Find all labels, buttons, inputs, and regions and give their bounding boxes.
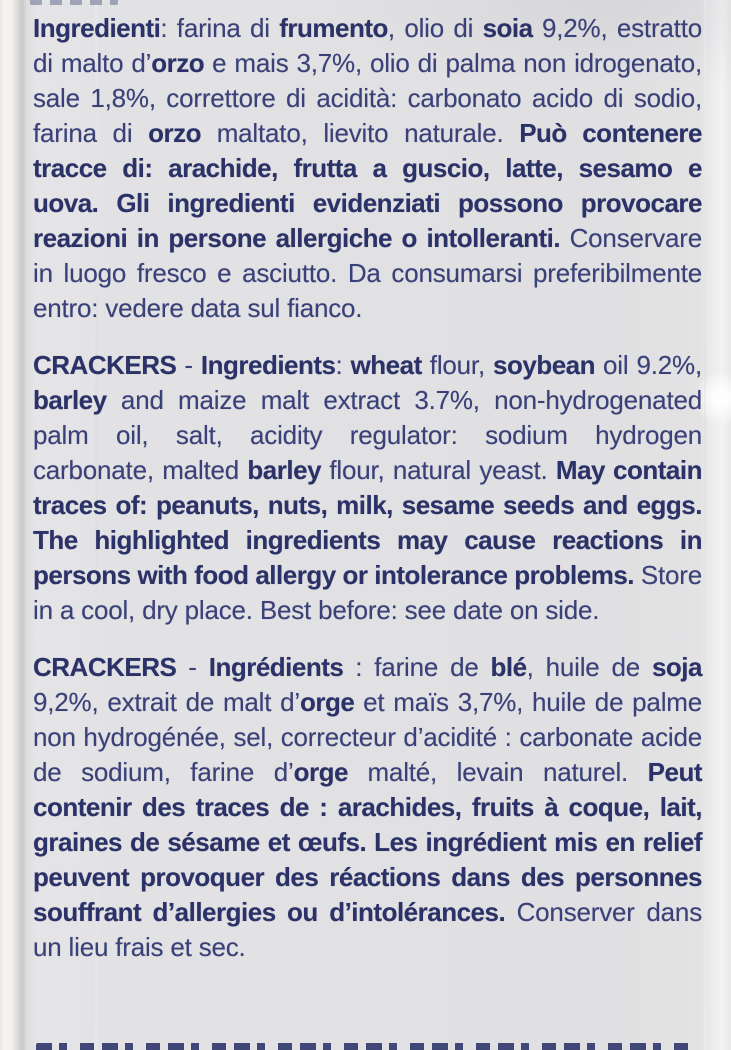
highlighted-allergen-text: Ingredienti	[33, 13, 161, 43]
label-text-segment: -	[176, 652, 209, 682]
cutoff-text-top	[30, 0, 118, 5]
highlighted-allergen-text: orzo	[151, 48, 205, 78]
highlighted-allergen-text: barley	[247, 455, 322, 485]
label-text-segment: oil 9.2%,	[595, 350, 702, 380]
label-text-segment: , huile de	[526, 652, 652, 682]
paragraph-ingredients-english	[33, 348, 702, 628]
highlighted-allergen-text: orge	[293, 757, 348, 787]
label-text-segment: flour, natural yeast.	[321, 455, 556, 485]
highlighted-allergen-text: Può contenere tracce di: arachide, frutta a guscio, latte, sesamo e uova. Gli ingredienti evidenziati possono provocare reazioni in persone allergiche o intolleranti.	[33, 118, 702, 253]
label-text-segment: e mais 3,7%, olio di palma non idrogenato, sale 1,8%, correttore di acidità: carbonato acido di sodio, farina di	[33, 48, 702, 148]
label-text-segment: et maïs 3,7%, huile de palme non hydrogénée, sel, correcteur d’acidité : carbonate acide de sodium, farine d’	[33, 687, 702, 787]
highlighted-allergen-text: soja	[651, 652, 702, 682]
highlighted-allergen-text: soybean	[493, 350, 596, 380]
highlighted-allergen-text: frumento	[279, 13, 388, 43]
highlighted-allergen-text: Peut contenir des traces de : arachides, fruits à coque, lait, graines de sésame et œufs. Les ingrédient mis en relief peuvent provoquer des réactions dans des personnes souffrant d’allergies ou d’intolérances.	[33, 757, 702, 927]
label-text-segment: 9,2%, estratto di malto d’	[33, 13, 702, 78]
cutoff-text-bottom	[36, 1043, 691, 1050]
highlighted-allergen-text: CRACKERS	[33, 652, 177, 682]
ingredients-label	[33, 11, 702, 987]
highlighted-allergen-text: blé	[490, 652, 527, 682]
highlighted-allergen-text: Ingredients	[200, 350, 336, 380]
plastic-crease	[704, 0, 706, 1050]
label-text-segment: Conserver dans un lieu frais et sec.	[33, 897, 702, 962]
label-text-segment: :	[335, 350, 351, 380]
highlighted-allergen-text: May contain traces of: peanuts, nuts, milk, sesame seeds and eggs. The highlighted ingredients may cause reactions in persons with food allergy or intolerance problems.	[33, 455, 702, 590]
highlighted-allergen-text: wheat	[350, 350, 422, 380]
label-text-segment: : farine de	[343, 652, 491, 682]
label-text-segment: 9,2%, extrait de malt d’	[33, 687, 300, 717]
label-text-segment: malté, levain naturel.	[347, 757, 648, 787]
label-text-segment: -	[176, 350, 201, 380]
label-text-segment: and maize malt extract 3.7%, non-hydrogenated palm oil, salt, acidity regulator: sodium hydrogen carbonate, malted	[33, 385, 702, 485]
highlighted-allergen-text: orzo	[148, 118, 201, 148]
label-text-segment: flour,	[421, 350, 494, 380]
label-text-segment: Conservare in luogo fresco e asciutto. Da consumarsi preferibilmente entro: vedere data sul fianco.	[33, 223, 702, 323]
highlighted-allergen-text: Ingrédients	[208, 652, 344, 682]
highlighted-allergen-text: orge	[299, 687, 355, 717]
highlighted-allergen-text: barley	[33, 385, 107, 415]
highlighted-allergen-text: soia	[482, 13, 533, 43]
label-text-segment: , olio di	[387, 13, 483, 43]
label-text-segment: Store in a cool, dry place. Best before: see date on side.	[33, 560, 702, 625]
paragraph-ingredients-italian	[33, 11, 702, 326]
paragraph-ingredients-french	[33, 650, 702, 965]
highlighted-allergen-text: CRACKERS	[33, 350, 177, 380]
label-text-segment: maltato, lievito naturale.	[201, 118, 520, 148]
label-text-segment: : farina di	[160, 13, 280, 43]
